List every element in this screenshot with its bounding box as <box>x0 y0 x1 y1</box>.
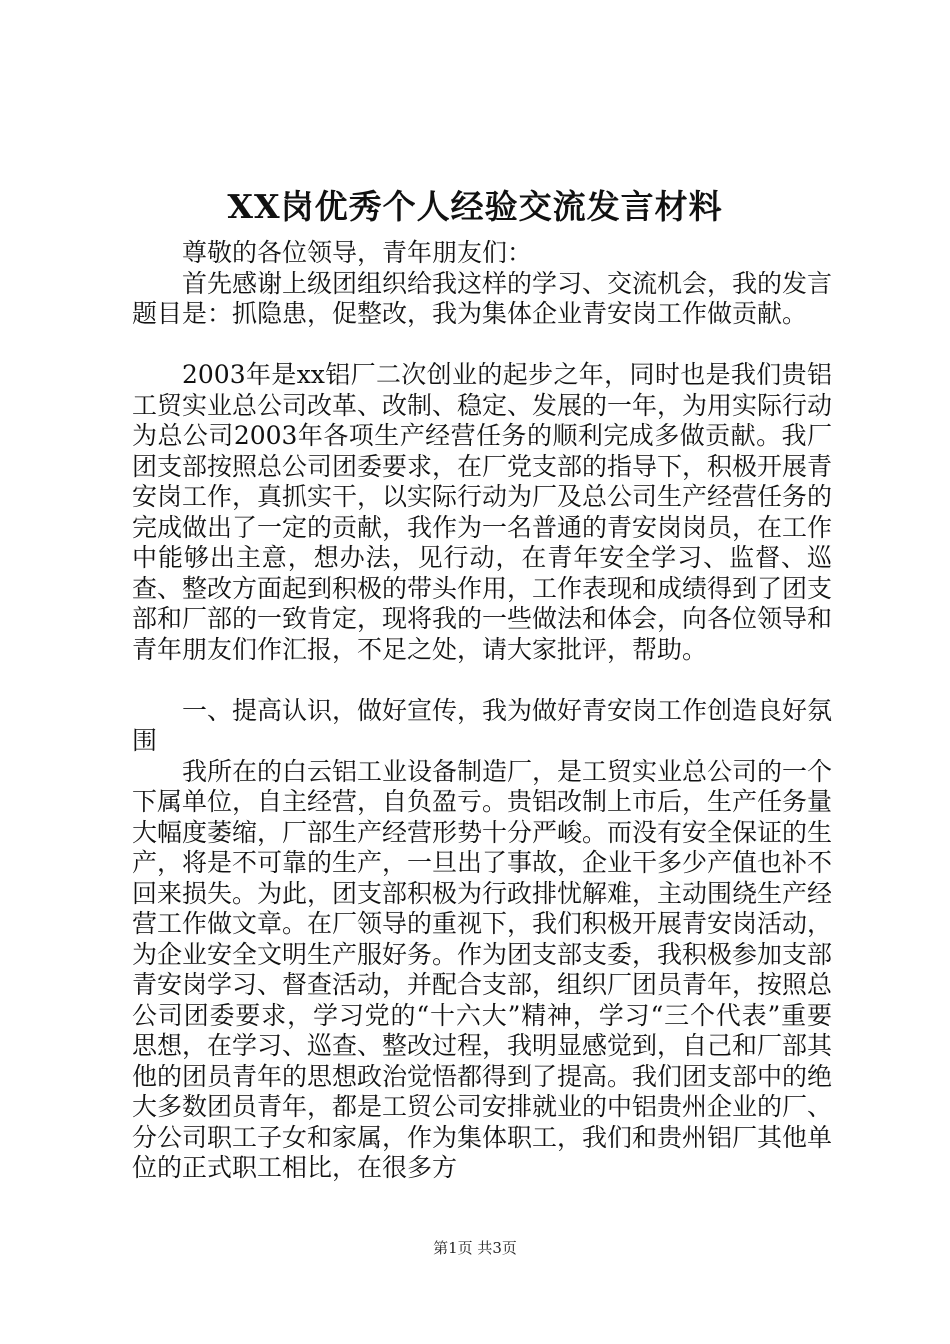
salutation-paragraph: 尊敬的各位领导，青年朋友们： <box>182 238 533 267</box>
document-title: XX岗优秀个人经验交流发言材料 <box>227 187 723 226</box>
background-paragraph: 2003年是xx铝厂二次创业的起步之年，同时也是我们贵铝工贸实业总公司改革、改制、稳定、发展的一年，为用实际行动为总公司2003年各项生产经营任务的顺利完成多做贡献。我厂团支部按照总公司团委要求，在厂党支部的指导下，积极开展青安岗工作，真抓实干，以实际行动为厂及总公司生产经营任务的完成做出了一定的贡献，我作为一名普通的青安岗岗员，在工作中能够出主意，想办法，见行动，在青年安全学习、监督、巡查、整改方面起到积极的带头作用，工作表现和成绩得到了团支部和厂部的一致肯定，现将我的一些做法和体会，向各位领导和青年朋友们作汇报，不足之处，请大家批评，帮助。 <box>132 360 833 664</box>
page-number-footer: 第1页 共3页 <box>433 1239 517 1257</box>
document-body <box>132 238 832 1184</box>
section-1-paragraph: 我所在的白云铝工业设备制造厂，是工贸实业总公司的一个下属单位，自主经营，自负盈亏。贵铝改制上市后，生产任务量大幅度萎缩，厂部生产经营形势十分严峻。而没有安全保证的生产，将是不可靠的生产，一旦出了事故，企业干多少产值也补不回来损失。为此，团支部积极为行政排忧解难，主动围绕生产经营工作做文章。在厂领导的重视下，我们积极开展青安岗活动，为企业安全文明生产服好务。作为团支部支委，我积极参加支部青安岗学习、督查活动，并配合支部，组织厂团员青年，按照总公司团委要求，学习党的“十六大”精神，学习“三个代表”重要思想，在学习、巡查、整改过程，我明显感觉到，自己和厂部其他的团员青年的思想政治觉悟都得到了提高。我们团支部中的绝大多数团员青年，都是工贸公司安排就业的中铝贵州企业的厂、分公司职工子女和家属，作为集体职工，我们和贵州铝厂其他单位的正式职工相比，在很多方 <box>132 756 833 1182</box>
section-heading-1: 一、提高认识，做好宣传，我为做好青安岗工作创造良好氛围 <box>132 695 833 755</box>
intro-paragraph: 首先感谢上级团组织给我这样的学习、交流机会，我的发言题目是：抓隐患，促整改，我为集体企业青安岗工作做贡献。 <box>132 268 833 328</box>
